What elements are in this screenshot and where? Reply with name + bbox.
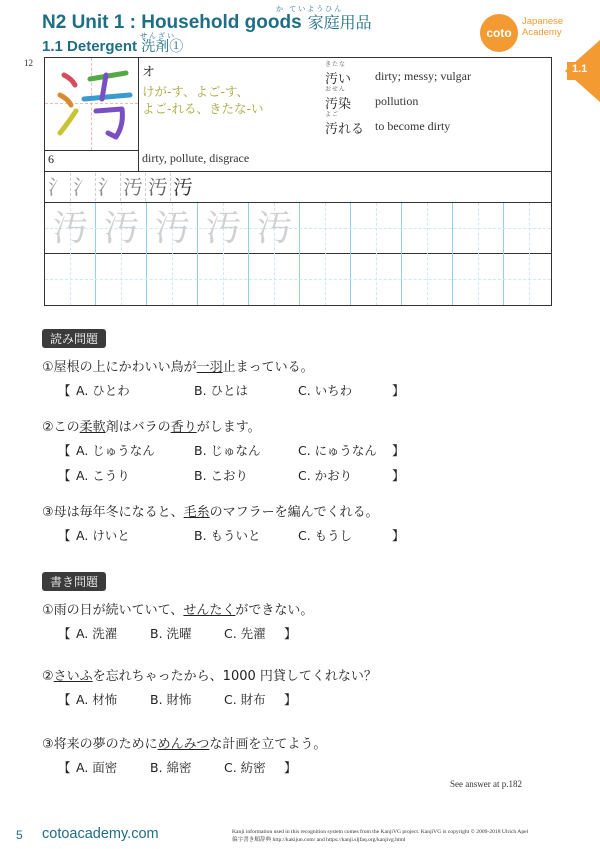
practice-grid: [45, 203, 551, 305]
option-c[interactable]: C. いちわ: [298, 383, 353, 398]
stroke-order-step: 汚: [121, 173, 146, 201]
option-b[interactable]: B. こおり: [194, 468, 249, 483]
stroke-order-step: 氵: [46, 173, 71, 201]
title-furigana: か ていようひん: [276, 5, 344, 13]
vocab-furigana: おせん: [325, 86, 346, 93]
option-a[interactable]: A. 洗濯: [76, 626, 118, 641]
reading-options-2b: 【 A. こうり B. こおり C. かおり 】: [58, 468, 405, 483]
reading-section-label: 読み問題: [42, 329, 106, 348]
page-number: 5: [16, 828, 23, 842]
writing-question-1: ①雨の日が続いていて、せんたくができない。: [42, 603, 314, 618]
vocab-meaning: dirty; messy; vulgar: [375, 69, 471, 83]
kun-reading-line2: よご-れる、きたな-い: [142, 101, 264, 116]
credit-line2: 偏字書き順辞典 http://kakijun.com/ and https://kanji.sljfaq.org/kanjivg.html: [232, 837, 406, 843]
stroke-colored-kanji: [50, 59, 134, 147]
option-a[interactable]: A. 面密: [76, 760, 118, 775]
practice-kanji: 汚: [205, 208, 242, 249]
answer-note: See answer at p.182: [450, 779, 522, 789]
kanji-card: [44, 57, 552, 306]
option-b[interactable]: B. もういと: [194, 528, 261, 543]
stroke-order-step: 氵: [96, 173, 121, 201]
vocab-item: [325, 59, 351, 87]
stroke-order-step: 汚: [146, 173, 171, 201]
practice-kanji: 汚: [256, 208, 293, 249]
vocab-item: [325, 84, 351, 112]
vocab-word: 汚れる: [325, 122, 365, 137]
option-b[interactable]: B. じゅなん: [194, 443, 261, 458]
writing-section-label: 書き問題: [42, 572, 106, 591]
writing-options-1: 【 A. 洗濯 B. 洗曜 C. 先濯 】: [58, 626, 297, 641]
vocab-furigana: きたな: [325, 61, 347, 68]
kun-reading: [142, 83, 264, 117]
writing-question-2: ②さいふを忘れちゃったから、1000 円貸してくれない？: [42, 669, 377, 684]
option-b[interactable]: B. ひとは: [194, 383, 249, 398]
option-a[interactable]: A. じゅうなん: [76, 443, 155, 458]
vocab-meaning: to become dirty: [375, 119, 451, 133]
stroke-order-step: 氵: [71, 173, 96, 201]
vocab-meaning: pollution: [375, 94, 419, 108]
practice-kanji: 汚: [154, 208, 191, 249]
logo-word: coto: [486, 26, 512, 40]
reading-question-1: ①屋根の上にかわいい鳥が一羽止まっている。: [42, 360, 314, 375]
brand-name-line1: Japanese: [522, 16, 564, 27]
title-english: N2 Unit 1 : Household goods: [42, 12, 302, 33]
option-b[interactable]: B. 綿密: [150, 760, 192, 775]
subtitle-furigana: せんざい: [140, 32, 176, 40]
credit-line1: Kanji information used in this recognition system comes from the KanjiVG project. KanjiVG is copyright © 2009-2018 Ulrich Apel: [232, 829, 529, 835]
stroke-order-step: 汚: [173, 175, 193, 199]
reading-question-3: ③母は毎年冬になると、毛糸のマフラーを編んでくれる。: [42, 505, 379, 520]
writing-options-2: 【 A. 材怖 B. 財怖 C. 財布 】: [58, 692, 297, 707]
option-c[interactable]: C. かおり: [298, 468, 353, 483]
practice-kanji: 汚: [103, 208, 140, 249]
subtitle-japanese: 洗剤①: [141, 38, 184, 54]
vocab-furigana: よご: [325, 111, 340, 118]
kanji-stroke-drawing: [50, 59, 134, 147]
option-a[interactable]: A. 材怖: [76, 692, 118, 707]
stroke-count: 6: [48, 152, 54, 166]
practice-kanji: 汚: [52, 208, 89, 249]
brand-name: [522, 16, 563, 38]
site-link[interactable]: cotoacademy.com: [42, 826, 159, 842]
option-b[interactable]: B. 洗曜: [150, 626, 192, 641]
option-c[interactable]: C. 財布: [224, 692, 266, 707]
option-c[interactable]: C. にゅうなん: [298, 443, 377, 458]
subtitle-english: 1.1 Detergent: [42, 38, 138, 55]
writing-question-3: ③将来の夢のためにめんみつな計画を立てよう。: [42, 737, 327, 752]
option-c[interactable]: C. 紡密: [224, 760, 266, 775]
stroke-order-row: [46, 173, 195, 201]
section-tab-label: 1.1: [572, 63, 588, 75]
brand-logo: [480, 14, 518, 52]
brand-name-line2: Academy: [522, 27, 562, 38]
option-a[interactable]: A. けいと: [76, 528, 130, 543]
option-a[interactable]: A. ひとわ: [76, 383, 130, 398]
option-a[interactable]: A. こうり: [76, 468, 130, 483]
kanji-meaning: dirty, pollute, disgrace: [142, 151, 250, 165]
reading-options-1: 【 A. ひとわ B. ひとは C. いちわ 】: [58, 383, 405, 398]
kanjivg-credit: [232, 828, 528, 844]
kun-reading-line1: けが-す、よご-す、: [142, 84, 250, 99]
reading-options-3: 【 A. けいと B. もういと C. もうし 】: [58, 528, 405, 543]
kanji-number: 12: [24, 58, 33, 68]
option-c[interactable]: C. 先濯: [224, 626, 266, 641]
reading-question-2: ②この柔軟剤はバラの香りがします。: [42, 420, 261, 435]
vocab-word: 汚染: [325, 97, 352, 112]
title-japanese: 家庭用品: [307, 15, 372, 32]
vocab-word: 汚い: [325, 72, 352, 87]
vocab-item: [325, 109, 364, 137]
option-c[interactable]: C. もうし: [298, 528, 353, 543]
reading-options-2a: 【 A. じゅうなん B. じゅなん C. にゅうなん 】: [58, 443, 405, 458]
on-reading: オ: [142, 65, 156, 80]
writing-options-3: 【 A. 面密 B. 綿密 C. 紡密 】: [58, 760, 297, 775]
option-b[interactable]: B. 財怖: [150, 692, 192, 707]
